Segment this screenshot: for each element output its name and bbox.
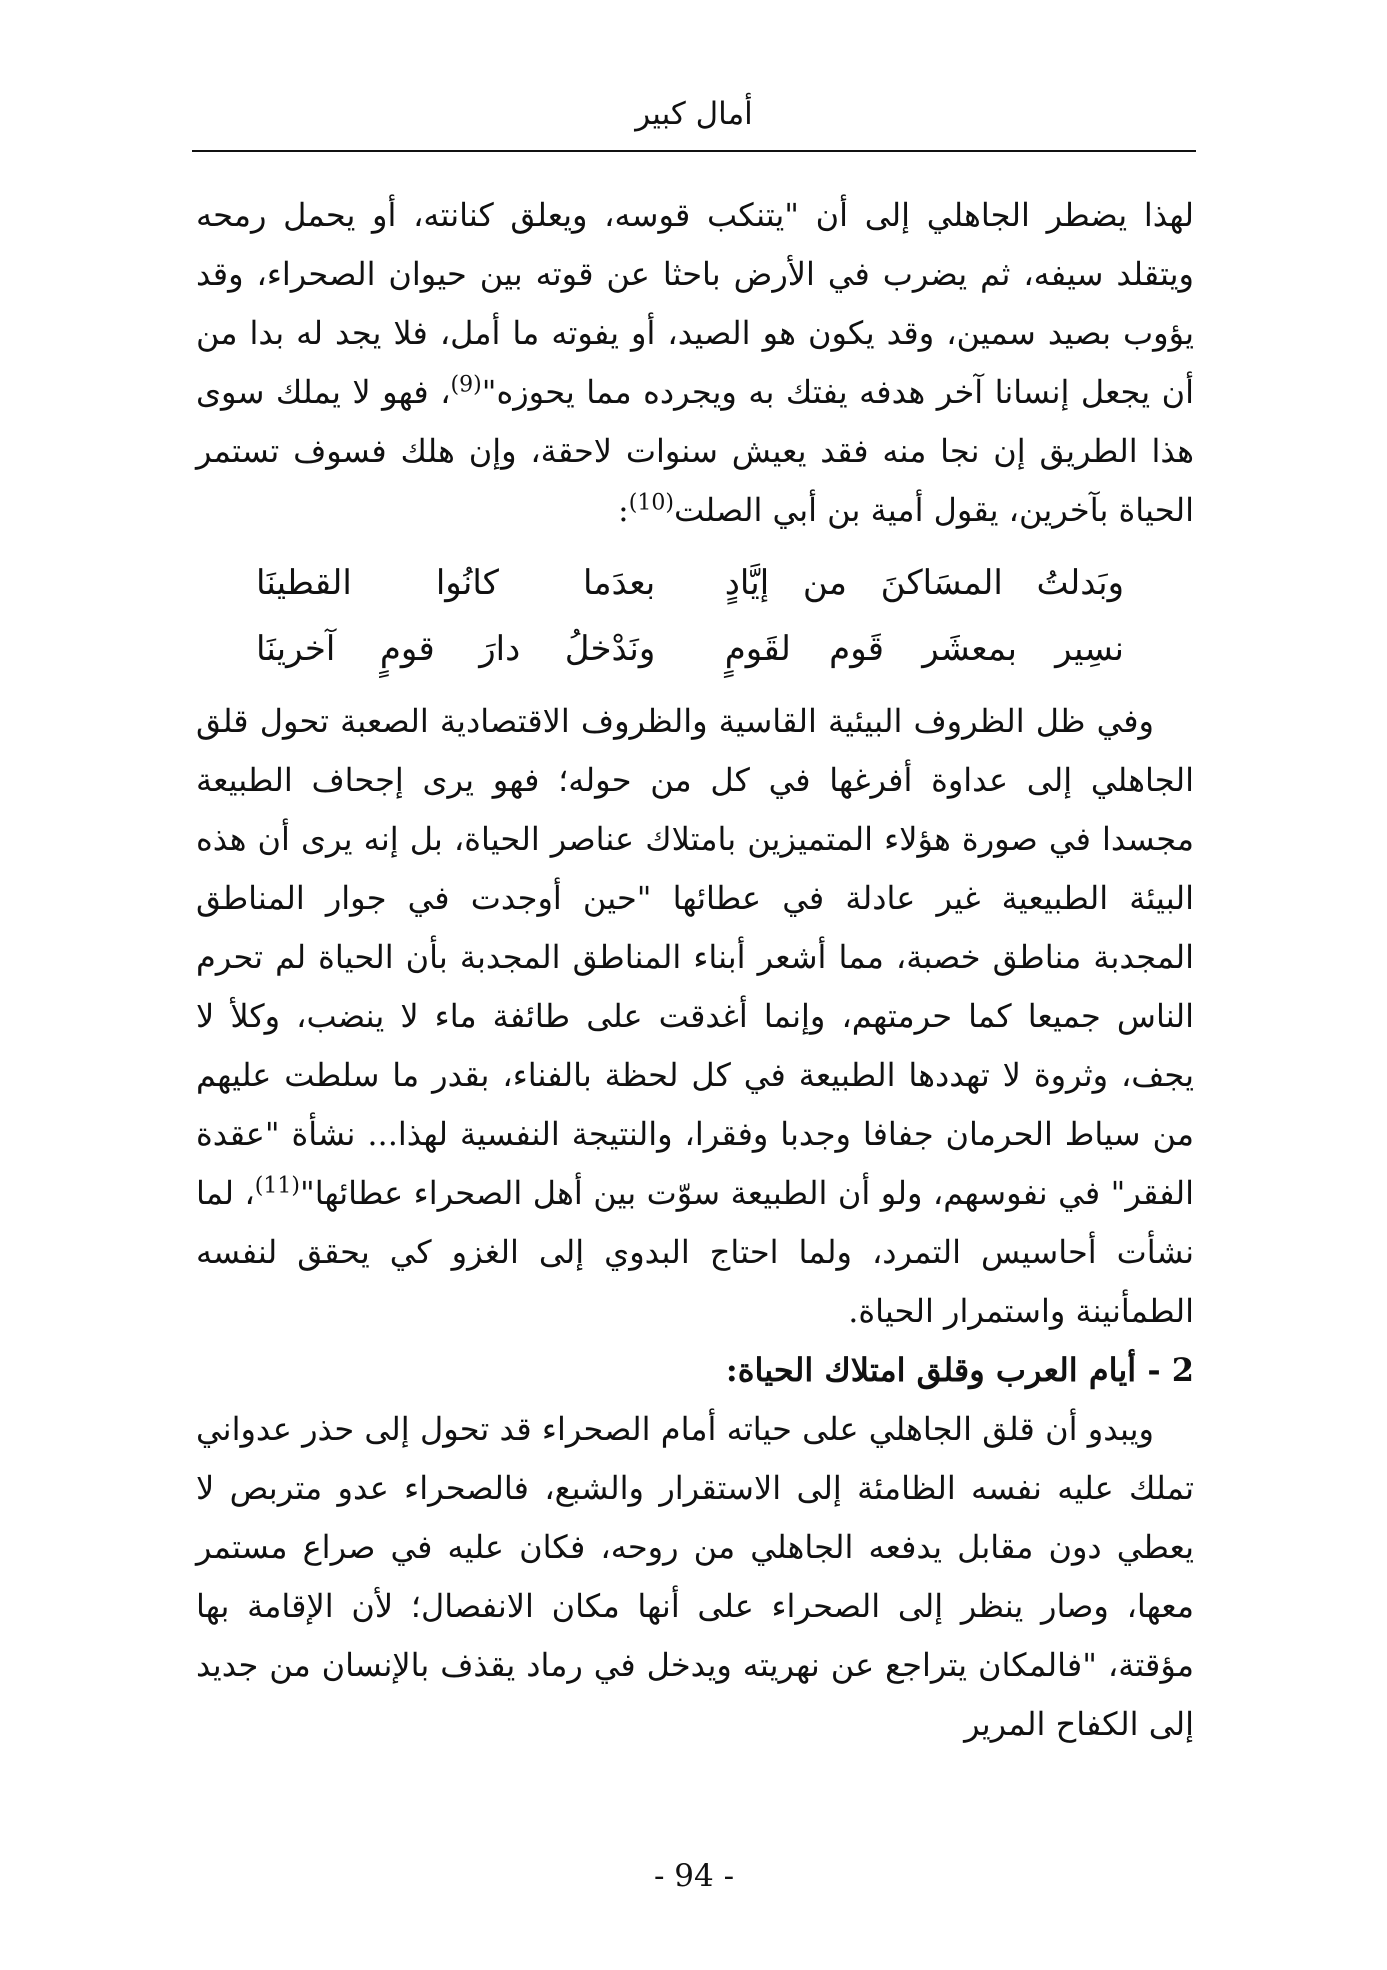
verse-second-hemistich: بعدَما كانُوا القطينَا [256,562,656,603]
footnote-ref-11: (11) [254,1173,300,1199]
paragraph-1-text-b: ، فهو لا يملك سوى هذا الطريق إن نجا منه فقد يعيش سنوات لاحقة، وإن هلك فسوف تستمر الحياة بآخرين، يقول أمية بن أبي الصلت [196,373,1194,529]
paragraph-2-text-a: وفي ظل الظروف البيئية القاسية والظروف الاقتصادية الصعبة تحول قلق الجاهلي إلى عداوة أفرغها في كل من حوله؛ فهو يرى إجحاف الطبيعة مجسدا في صورة هؤلاء المتميزين بامتلاك عناصر الحياة، بل إنه يرى أن هذه البيئة الطبيعية غير عادلة في عطائها "حين أوجدت في جوار المناطق المجدبة مناطق خصبة، مما أشعر أبناء المناطق المجدبة بأن الحياة لم تحرم الناس جميعا كما حرمتهم، وإنما أغدقت على طائفة ماء لا ينضب، وكلأ لا يجف، وثروة لا تهددها الطبيعة في كل لحظة بالفناء، بقدر ما سلطت عليهم من سياط الحرمان جفافا وجدبا وفقرا، والنتيجة النفسية لهذا... نشأة "عقدة الفقر" في نفوسهم، ولو أن الطبيعة سوّت بين أهل الصحراء عطائها" [196,702,1195,1212]
verse-line [256,616,1124,682]
running-title: أمال كبير [635,96,753,132]
header-rule [192,150,1196,152]
page-number: - 94 - [653,1858,735,1894]
footnote-ref-10: (10) [628,490,674,516]
verse-first-hemistich: وبَدلتُ المسَاكنَ من إيَّادٍ [724,562,1124,603]
verse-second-hemistich: ونَدْخلُ دارَ قومٍ آخرينَا [256,628,656,669]
paragraph-3: ويبدو أن قلق الجاهلي على حياته أمام الصحراء قد تحول إلى حذر عدواني تملك عليه نفسه الظامئة إلى الاستقرار والشبع، فالصحراء عدو متربص لا يعطي دون مقابل يدفعه الجاهلي من روحه، فكان عليه في صراع مستمر معها، وصار ينظر إلى الصحراء على أنها مكان الانفصال؛ لأن الإقامة بها مؤقتة، "فالمكان يتراجع عن نهريته ويدخل في رماد يقذف بالإنسان من جديد إلى الكفاح المرير [196,1410,1195,1743]
footnote-ref-9: (9) [450,372,482,398]
paragraph-1-text-c: : [617,491,629,529]
verse-line [256,550,1124,616]
paragraph-2 [196,692,1194,1341]
paragraph-1-text-a: لهذا يضطر الجاهلي إلى أن "يتنكب قوسه، ويعلق كنانته، أو يحمل رمحه ويتقلد سيفه، ثم يضرب في الأرض باحثا عن قوته بين حيوان الصحراء، وقد يؤوب بصيد سمين، وقد يكون هو الصيد، أو يفوته ما أمل، فلا يجد له بدا من أن يجعل إنسانا آخر هدفه يفتك به ويجرده مما يحوزه" [196,196,1195,411]
body-text [196,186,1194,1754]
paragraph-2-text-b: ، لما نشأت أحاسيس التمرد، ولما احتاج البدوي إلى الغزو كي يحقق لنفسه الطمأنينة واستمرار الحياة. [196,1174,1194,1330]
section-heading: 2 - أيام العرب وقلق امتلاك الحياة: [725,1351,1194,1389]
poem [196,550,1194,682]
paragraph-1 [196,186,1194,540]
verse-first-hemistich: نسِير بمعشَر قَوم لقَومٍ [724,628,1124,669]
